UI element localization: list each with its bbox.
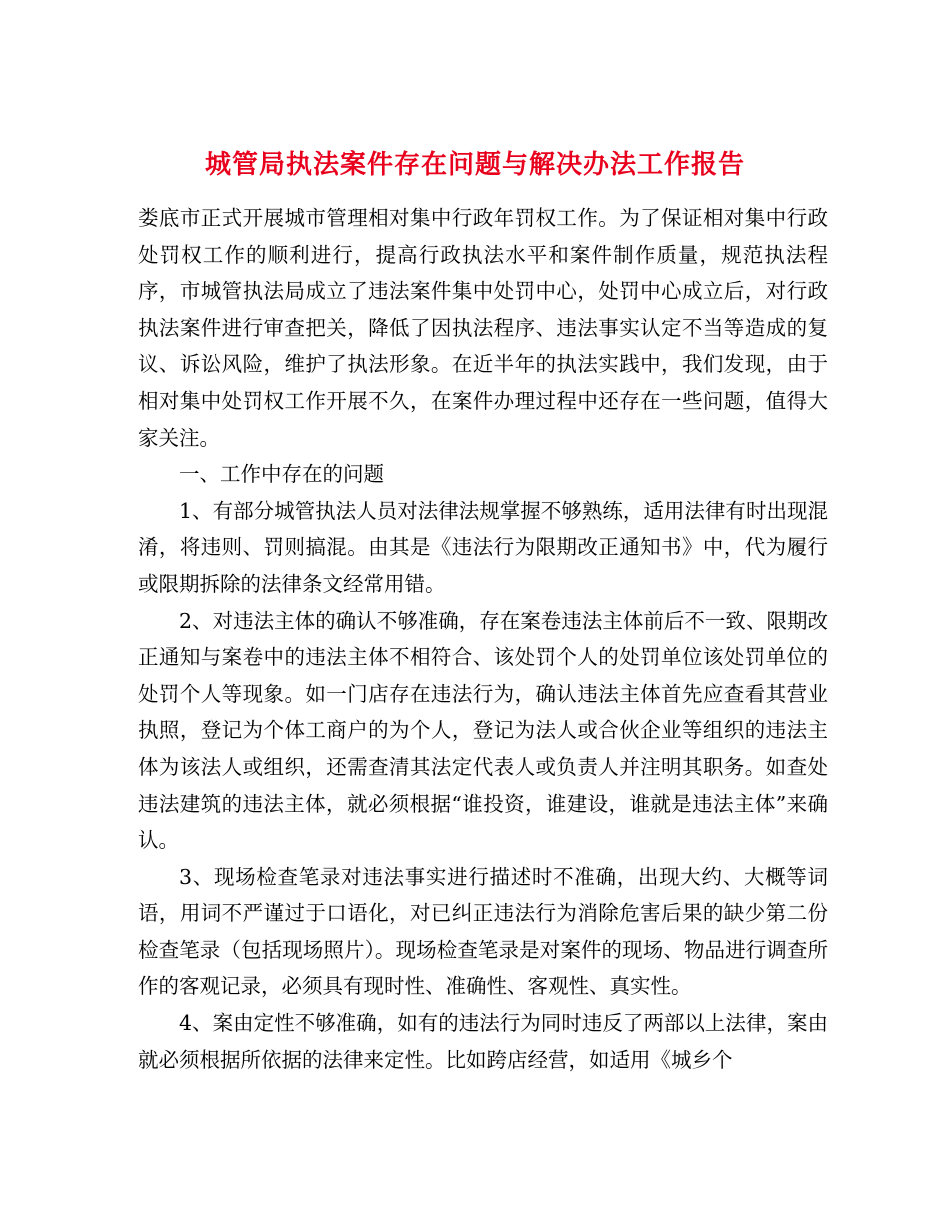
section-heading-problems: 一、工作中存在的问题 (179, 462, 384, 487)
paragraph-item-1: 1、有部分城管执法人员对法律法规掌握不够熟练，适用法律有时出现混淆，将违则、罚则搞混。由其是《违法行为限期改正通知书》中，代为履行或限期拆除的法律条文经常用错。 (138, 498, 828, 596)
paragraph-intro: 娄底市正式开展城市管理相对集中行政年罚权工作。为了保证相对集中行政处罚权工作的顺利进行，提高行政执法水平和案件制作质量，规范执法程序，市城管执法局成立了违法案件集中处罚中心，处罚中心成立后，对行政执法案件进行审查把关，降低了因执法程序、违法事实认定不当等造成的复议、诉讼风险，维护了执法形象。在近半年的执法实践中，我们发现，由于相对集中处罚权工作开展不久，在案件办理过程中还存在一些问题，值得大家关注。 (138, 206, 828, 450)
paragraph-item-3: 3、现场检查笔录对违法事实进行描述时不准确，出现大约、大概等词语，用词不严谨过于口语化，对已纠正违法行为消除危害后果的缺少第二份检查笔录（包括现场照片）。现场检查笔录是对案件的现场、物品进行调查所作的客观记录，必须具有现时性、准确性、客观性、真实性。 (138, 864, 828, 999)
document-body (138, 200, 828, 1078)
paragraph-item-4: 4、案由定性不够准确，如有的违法行为同时违反了两部以上法律，案由就必须根据所依据的法律来定性。比如跨店经营，如适用《城乡个 (138, 1011, 828, 1072)
document-title: 城管局执法案件存在问题与解决办法工作报告 (204, 150, 745, 181)
paragraph-item-2: 2、对违法主体的确认不够准确，存在案卷违法主体前后不一致、限期改正通知与案卷中的违法主体不相符合、该处罚个人的处罚单位该处罚单位的处罚个人等现象。如一门店存在违法行为，确认违法主体首先应查看其营业执照，登记为个体工商户的为个人，登记为法人或合伙企业等组织的违法主体为该法人或组织，还需查清其法定代表人或负责人并注明其职务。如查处违法建筑的违法主体，就必须根据“谁投资，谁建设，谁就是违法主体”来确认。 (138, 608, 828, 853)
